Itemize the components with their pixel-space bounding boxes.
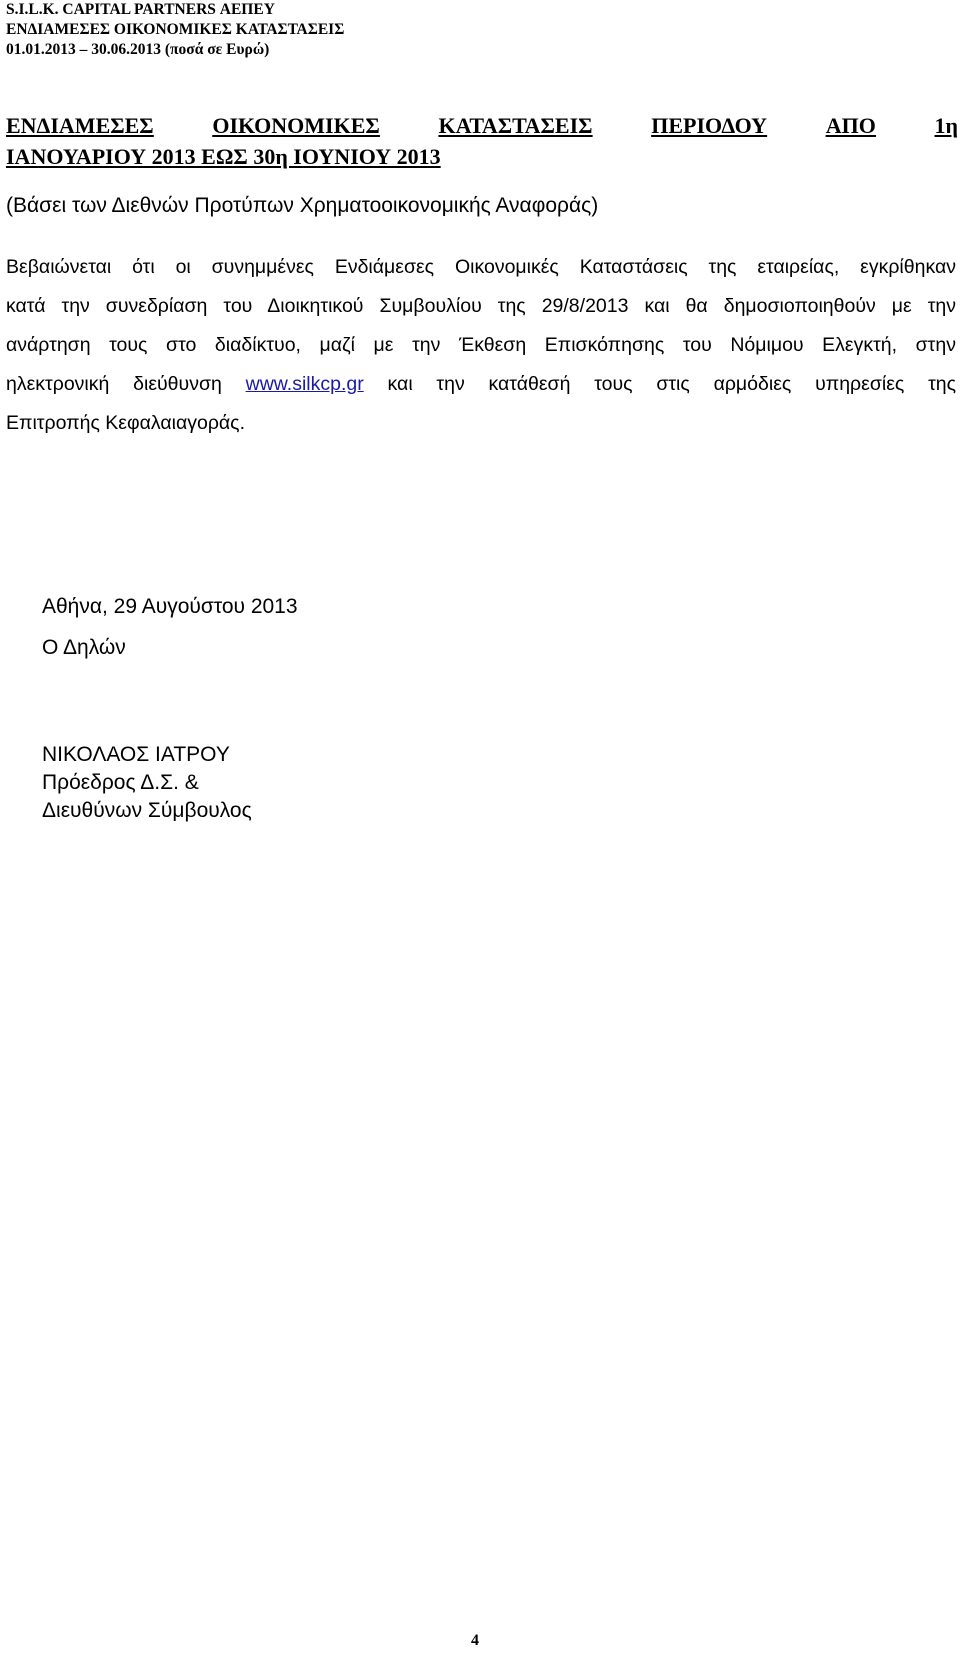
certification-paragraph — [6, 248, 956, 443]
title-row-2: ΙΑΝΟΥΑΡΙΟΥ 2013 ΕΩΣ 30η ΙΟΥΝΙΟΥ 2013 — [6, 144, 441, 169]
title-word: 1η — [934, 113, 958, 138]
paragraph-line: Βεβαιώνεται ότι οι συνημμένες Ενδιάμεσες Οικονομικές Καταστάσεις της εταιρείας, εγκρίθηκαν — [6, 256, 956, 278]
paragraph-line-with-link — [6, 365, 956, 404]
signatory-role: Διευθύνων Σύμβουλος — [42, 799, 252, 822]
title-word: ΚΑΤΑΣΤΑΣΕΙΣ — [438, 113, 593, 138]
title-word: ΠΕΡΙΟΔΟΥ — [651, 113, 768, 138]
declarant-label: Ο Δηλών — [42, 636, 126, 659]
paragraph-text: και την κατάθεσή τους στις αρμόδιες υπηρεσίες της — [387, 373, 957, 395]
paragraph-text: ηλεκτρονική διεύθυνση — [6, 373, 222, 395]
title-word: ΟΙΚΟΝΟΜΙΚΕΣ — [212, 113, 380, 138]
place-date: Αθήνα, 29 Αυγούστου 2013 — [42, 595, 298, 618]
paragraph-line: ανάρτηση τους στο διαδίκτυο, μαζί με την Έκθεση Επισκόπησης του Νόμιμου Ελεγκτή, στην — [6, 334, 956, 356]
document-subtitle: (Βάσει των Διεθνών Προτύπων Χρηματοοικονομικής Αναφοράς) — [6, 194, 599, 217]
header-doc-type: ΕΝΔΙΑΜΕΣΕΣ ΟΙΚΟΝΟΜΙΚΕΣ ΚΑΤΑΣΤΑΣΕΙΣ — [6, 21, 345, 38]
header-company: S.I.L.K. CAPITAL PARTNERS ΑΕΠΕΥ — [6, 1, 275, 18]
paragraph-line: κατά την συνεδρίαση του Διοικητικού Συμβουλίου της 29/8/2013 και θα δημοσιοποιηθούν με την — [6, 295, 956, 317]
signatory-name: ΝΙΚΟΛΑΟΣ ΙΑΤΡΟΥ — [42, 743, 230, 766]
title-row-1 — [6, 110, 958, 141]
page-header — [6, 0, 344, 60]
paragraph-line: Επιτροπής Κεφαλαιαγοράς. — [6, 412, 245, 434]
signatory-role: Πρόεδρος Δ.Σ. & — [42, 771, 199, 794]
website-link[interactable]: www.silkcp.gr — [245, 373, 364, 395]
header-period: 01.01.2013 – 30.06.2013 (ποσά σε Ευρώ) — [6, 41, 270, 58]
title-word: ΑΠΟ — [825, 113, 876, 138]
page-number: 4 — [471, 1632, 479, 1649]
signature-block — [42, 592, 298, 825]
title-word: ΕΝΔΙΑΜΕΣΕΣ — [6, 113, 154, 138]
document-title — [6, 110, 958, 172]
